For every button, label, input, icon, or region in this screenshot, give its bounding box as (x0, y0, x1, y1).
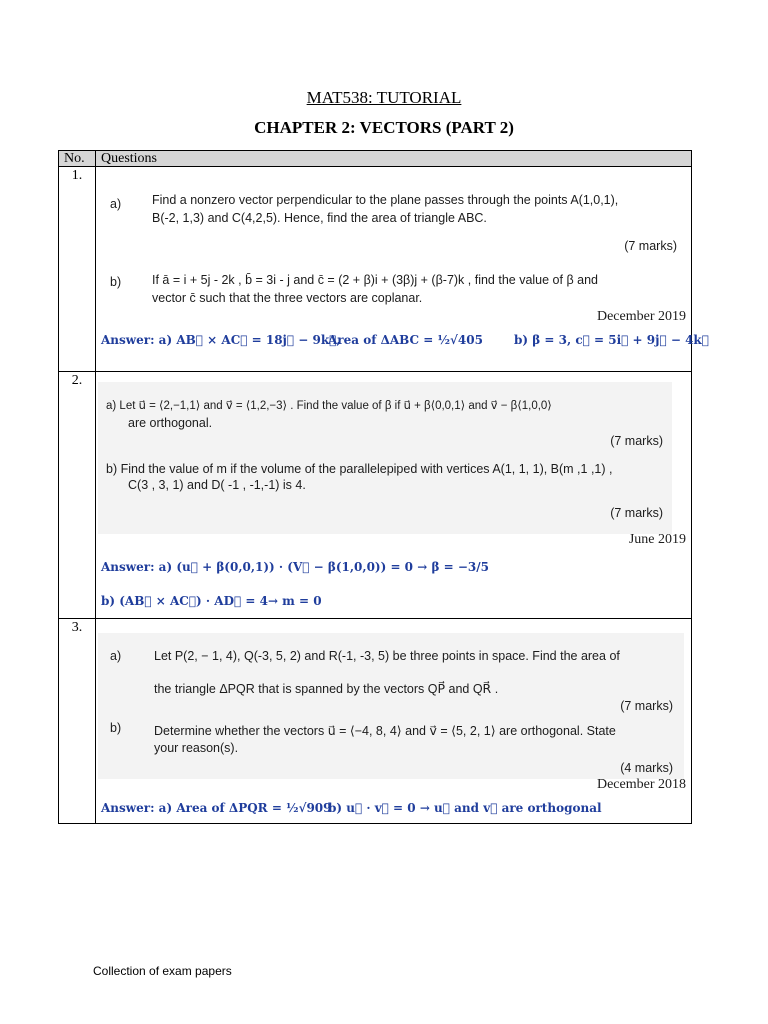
question-cell (96, 619, 692, 824)
answer-text: Area of ΔABC = ½√405 (328, 333, 483, 347)
marks-label: (4 marks) (620, 761, 673, 775)
exam-date: December 2019 (596, 309, 686, 324)
part-label: a) (110, 649, 122, 663)
answer-text: Answer: a) Area of ΔPQR = ½√909 (101, 801, 332, 815)
question-text: the triangle ΔPQR that is spanned by the vectors QP⃗ and QR⃗ . (154, 682, 499, 696)
question-text: C(3 , 3, 1) and D( -1 , -1,-1) is 4. (128, 478, 306, 492)
question-text: Find a nonzero vector perpendicular to the plane passes through the points A(1,0,1), (152, 193, 619, 207)
question-text: Determine whether the vectors u⃗ = ⟨−4, 8, 4⟩ and v⃗ = ⟨5, 2, 1⟩ are orthogonal. State (154, 724, 616, 738)
table-row (59, 167, 692, 372)
part-label: a) (110, 197, 122, 211)
answer-text: b) u⃗ · v⃗ = 0 → u⃗ and v⃗ are orthogonal (328, 801, 602, 815)
column-header-questions: Questions (96, 151, 692, 167)
part-label: b) (110, 721, 122, 735)
marks-label: (7 marks) (610, 506, 663, 520)
marks-label: (7 marks) (610, 434, 663, 448)
table-row (59, 372, 692, 619)
answer-text: Answer: a) AB⃗ × AC⃗ = 18j⃗ − 9k⃗, (101, 333, 341, 347)
question-text: B(-2, 1,3) and C(4,2,5). Hence, find the area of triangle ABC. (152, 211, 487, 225)
marks-label: (7 marks) (620, 699, 673, 713)
question-number: 1. (59, 167, 96, 372)
marks-label: (7 marks) (624, 239, 677, 253)
footer-text: Collection of exam papers (93, 964, 232, 978)
question-cell (96, 372, 692, 619)
question-number: 2. (59, 372, 96, 619)
chapter-title: CHAPTER 2: VECTORS (PART 2) (254, 118, 514, 137)
question-number: 3. (59, 619, 96, 824)
question-text: If ā = i + 5j - 2k , b̄ = 3i - j and c̄ = (2 + β)i + (3β)j + (β-7)k , find the value of β and (152, 273, 598, 287)
questions-table (58, 150, 709, 824)
answer-text: b) β = 3, c⃗ = 5i⃗ + 9j⃗ − 4k⃗ (514, 333, 709, 347)
question-text: vector c̄ such that the three vectors are coplanar. (152, 291, 423, 305)
answer-text: Answer: a) (u⃗ + β(0,0,1)) · (V⃗ − β(1,0,0)) = 0 → β = −3/5 (101, 560, 489, 574)
exam-date: December 2018 (596, 777, 686, 792)
table-header-row (59, 151, 692, 167)
question-text: b) Find the value of m if the volume of the parallelepiped with vertices A(1, 1, 1), B(m ,1 ,1) , (106, 462, 613, 476)
exam-date: June 2019 (628, 532, 686, 547)
column-header-no: No. (59, 151, 96, 167)
part-label: b) (110, 275, 122, 289)
course-title: MAT538: TUTORIAL (306, 88, 462, 107)
question-text: your reason(s). (154, 741, 239, 755)
question-text: Let P(2, − 1, 4), Q(-3, 5, 2) and R(-1, -3, 5) be three points in space. Find the area of (154, 649, 620, 663)
answer-text: b) (AB⃗ × AC⃗) · AD⃗ = 4→ m = 0 (101, 594, 322, 608)
table-row (59, 619, 692, 824)
question-cell (96, 167, 709, 372)
question-text: a) Let u⃗ = ⟨2,−1,1⟩ and v⃗ = ⟨1,2,−3⟩ . Find the value of β if u⃗ + β⟨0,0,1⟩ and v⃗ − β⟨1,0,0⟩ (106, 400, 552, 412)
question-text: are orthogonal. (128, 416, 213, 430)
